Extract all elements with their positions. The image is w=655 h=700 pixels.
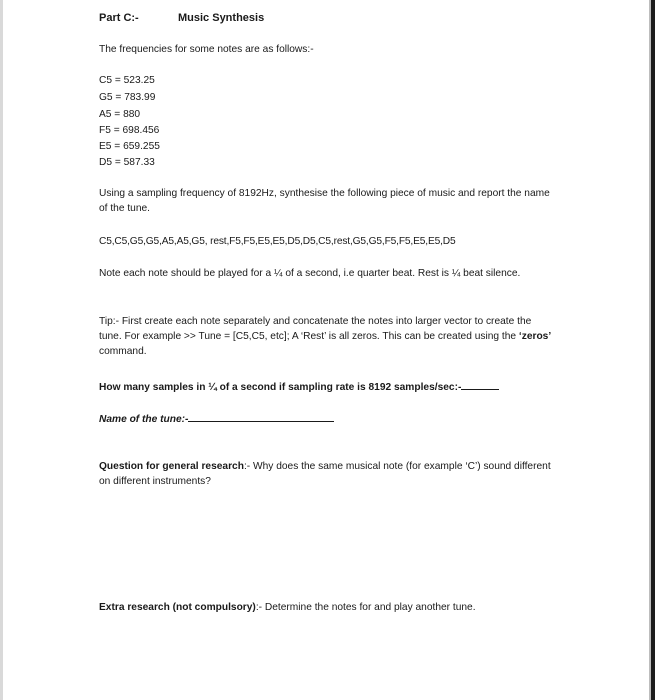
extra-research-label: Extra research (not compulsory) [99,602,256,613]
instruction-text: Using a sampling frequency of 8192Hz, synthesise the following piece of music and report the name of the tune. [99,188,550,214]
tip-label: Tip:- [99,316,119,327]
note-line: D5 = 587.33 [99,157,155,168]
note-line: G5 = 783.99 [99,92,156,103]
answer-blank-name[interactable] [188,410,334,422]
intro-text: The frequencies for some notes are as follows:- [99,44,314,55]
question-samples [99,378,499,395]
note-duration-text: Note each note should be played for a ¼ of a second, i.e quarter beat. Rest is ¼ beat silence. [99,268,521,279]
general-research-label: Question for general research [99,461,244,472]
page-right-edge [651,0,655,700]
extra-research-paragraph [99,600,476,615]
general-research-text: :- Why does the same musical note (for example ‘C’) sound different on different instruments? [99,461,551,487]
general-research-paragraph [99,459,554,489]
note-line: A5 = 880 [99,109,141,120]
note-sequence: C5,C5,G5,G5,A5,A5,G5, rest,F5,F5,E5,E5,D5,D5,C5,rest,G5,G5,F5,F5,E5,E5,D5 [99,236,456,247]
question-samples-text: How many samples in ¼ of a second if sampling rate is 8192 samples/sec:- [99,382,462,393]
note-line: C5 = 523.25 [99,75,155,86]
tip-text: First create each note separately and concatenate the notes into larger vector to create the tune. For example >> Tune = [C5,C5, etc]; A ‘Rest’ is all zeros. This can be created using the [99,316,532,342]
tip-command: ‘zeros’ [518,331,552,342]
page-left-edge [0,0,3,700]
question-name [99,410,334,427]
part-label: Part C:- [99,12,139,24]
question-name-text: Name of the tune:- [99,414,189,425]
tip-text-end: command. [99,346,147,357]
note-line: F5 = 698.456 [99,125,160,136]
section-title: Music Synthesis [178,12,265,24]
answer-blank-samples[interactable] [461,378,499,390]
note-line: E5 = 659.255 [99,141,160,152]
extra-research-text: :- Determine the notes for and play another tune. [255,602,476,613]
tip-paragraph [99,314,554,359]
